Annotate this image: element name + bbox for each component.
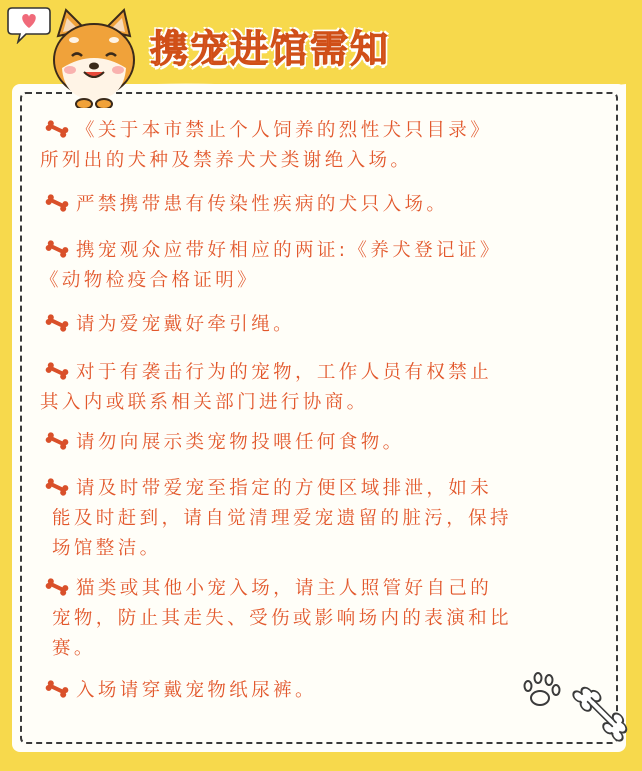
rule-item (44, 574, 610, 664)
rule-item (44, 474, 610, 564)
rule-item (44, 190, 610, 220)
rule-text-line: 入场请穿戴宠物纸尿裤。 (76, 680, 317, 701)
rule-text-line: 请勿向展示类宠物投喂任何食物。 (76, 432, 405, 453)
bone-icon (44, 120, 70, 138)
bone-icon (44, 680, 70, 698)
rule-item (44, 428, 610, 458)
rule-text-line: 赛。 (52, 638, 96, 659)
rule-item (44, 310, 610, 340)
rule-text-line: 宠物，防止其走失、受伤或影响场内的表演和比 (52, 608, 512, 629)
rule-text-line: 请为爱宠戴好牵引绳。 (76, 314, 296, 335)
rule-text-line: 《动物检疫合格证明》 (40, 270, 260, 291)
rule-text-line: 严禁携带患有传染性疾病的犬只入场。 (76, 194, 449, 215)
rule-item (40, 358, 610, 418)
rule-text-line: 《关于本市禁止个人饲养的烈性犬只目录》 (76, 120, 493, 141)
bone-icon (44, 240, 70, 258)
rule-text-line: 其入内或联系相关部门进行协商。 (40, 392, 369, 413)
rule-text-line: 能及时赶到，请自觉清理爱宠遗留的脏污，保持 (52, 508, 512, 529)
rule-text-line: 请及时带爱宠至指定的方便区域排泄，如未 (76, 478, 493, 499)
rule-text-line: 猫类或其他小宠入场，请主人照管好自己的 (76, 578, 493, 599)
paw-icon (518, 668, 566, 712)
bone-icon (44, 578, 70, 596)
rule-item (40, 236, 610, 296)
bone-icon (44, 362, 70, 380)
bone-icon (570, 680, 634, 744)
bone-icon (44, 194, 70, 212)
rule-text-line: 所列出的犬种及禁养犬犬类谢绝入场。 (40, 150, 413, 171)
rule-text-line: 对于有袭击行为的宠物，工作人员有权禁止 (76, 362, 493, 383)
bone-icon (44, 314, 70, 332)
rule-text-line: 场馆整洁。 (52, 538, 162, 559)
shiba-dog-icon (44, 8, 144, 108)
rule-text-line: 携宠观众应带好相应的两证:《养犬登记证》 (76, 240, 502, 261)
rule-item (40, 116, 610, 176)
bone-icon (44, 432, 70, 450)
bone-icon (44, 478, 70, 496)
page-title: 携宠进馆需知 (150, 26, 391, 71)
